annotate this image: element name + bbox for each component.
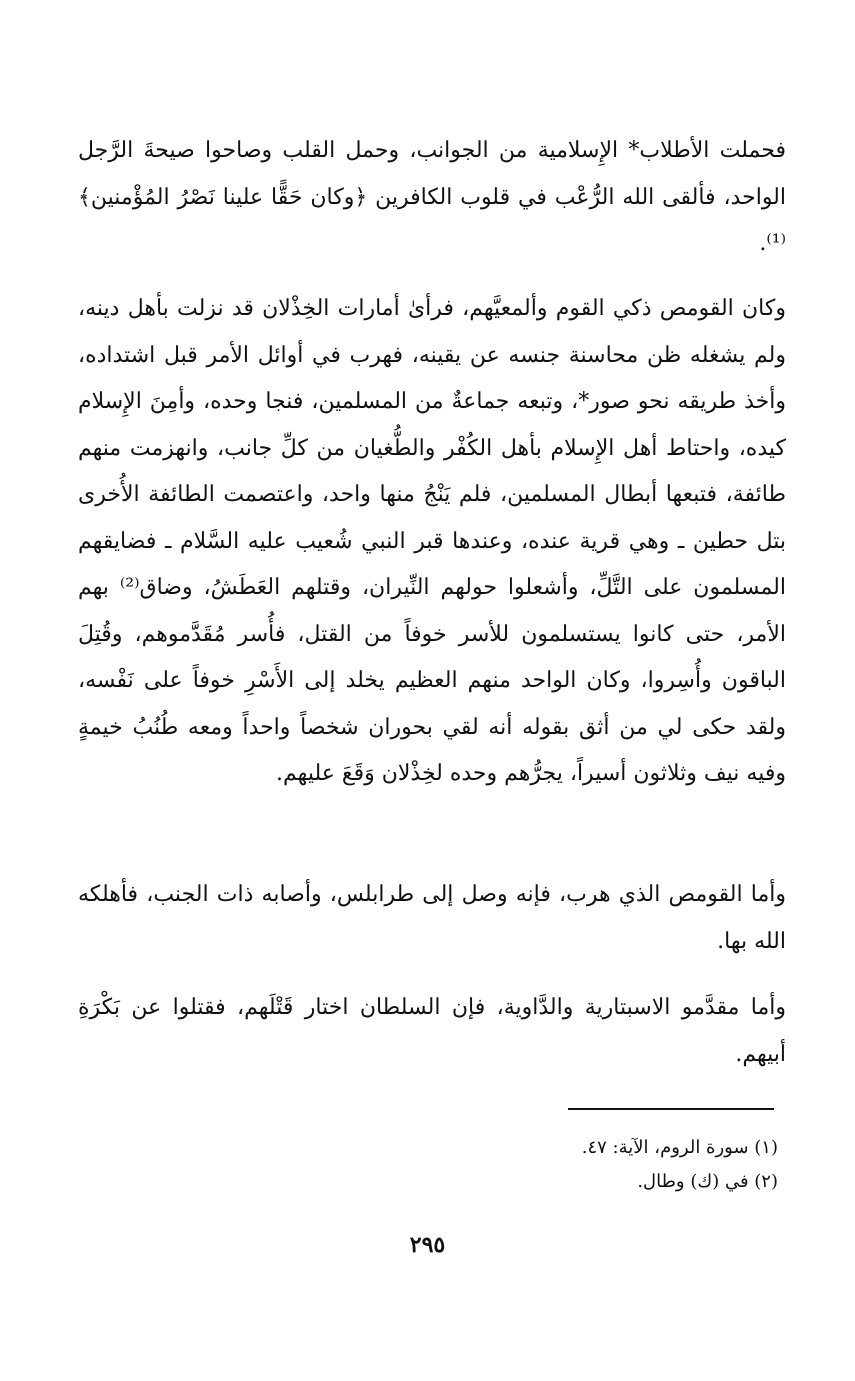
footnote-2: (٢) في (ك) وطال.: [637, 1171, 778, 1192]
footnote-1: (١) سورة الروم، الآية: ٤٧.: [581, 1137, 778, 1158]
page-number: ٢٩٥: [409, 1232, 446, 1258]
footnote-divider: [568, 1108, 774, 1110]
paragraph-3: وأما القومص الذي هرب، فإنه وصل إلى طرابلس، وأصابه ذات الجنب، فأهلكه الله بها.: [78, 882, 786, 954]
paragraph-2: وكان القومص ذكي القوم وألمعيَّهم، فرأىٰ أمارات الخِذْلان قد نزلت بأهل دينه، ولم يشغله ظن محاسنة جنسه عن يقينه، فهرب في أوائل الأمر قبل اشتداده، وأخذ طريقه نحو صور*، وتبعه جماعةٌ من المسلمين، فنجا وحده، وأمِنَ الإِسلام كيده، واحتاط أهل الإِسلام بأهل الكُفْر والطُّغيان من كلِّ جانب، وانهزمت منهم طائفة، فتبعها أبطال المسلمين، فلم يَنْجُ منها واحد، واعتصمت الطائفة الأُخرى بتل حطين ـ وهي قرية عنده، وعندها قبر النبي شُعيب عليه السَّلام ـ فضايقهم المسلمون على التَّلِّ، وأشعلوا حولهم النِّيران، وقتلهم العَطَشُ، وضاق⁽²⁾ بهم الأمر، حتى كانوا يستسلمون للأسر خوفاً من القتل، فأُسر مُقَدَّموهم، وقُتِلَ الباقون وأُسِروا، وكان الواحد منهم العظيم يخلد إلى الأَسْرِ خوفاً على نَفْسه، ولقد حكى لي من أثق بقوله أنه لقي بحوران شخصاً واحداً ومعه طُنُبُ خيمةٍ وفيه نيف وثلاثون أسيراً، يجرُّهم وحده لخِذْلان وَقَعَ عليهم.: [78, 296, 786, 786]
paragraph-4: وأما مقدَّمو الاسبتارية والدَّاوية، فإن السلطان اختار قَتْلَهم، فقتلوا عن بَكْرَةِ أبيهم.: [78, 995, 786, 1067]
paragraph-1: فحملت الأطلاب* الإِسلامية من الجوانب، وحمل القلب وصاحوا صيحةَ الرَّجل الواحد، فألقى الله الرُّعْب في قلوب الكافرين ﴿وكان حَقًّا علينا نَصْرُ المُؤْمنين﴾⁽¹⁾.: [78, 138, 786, 256]
